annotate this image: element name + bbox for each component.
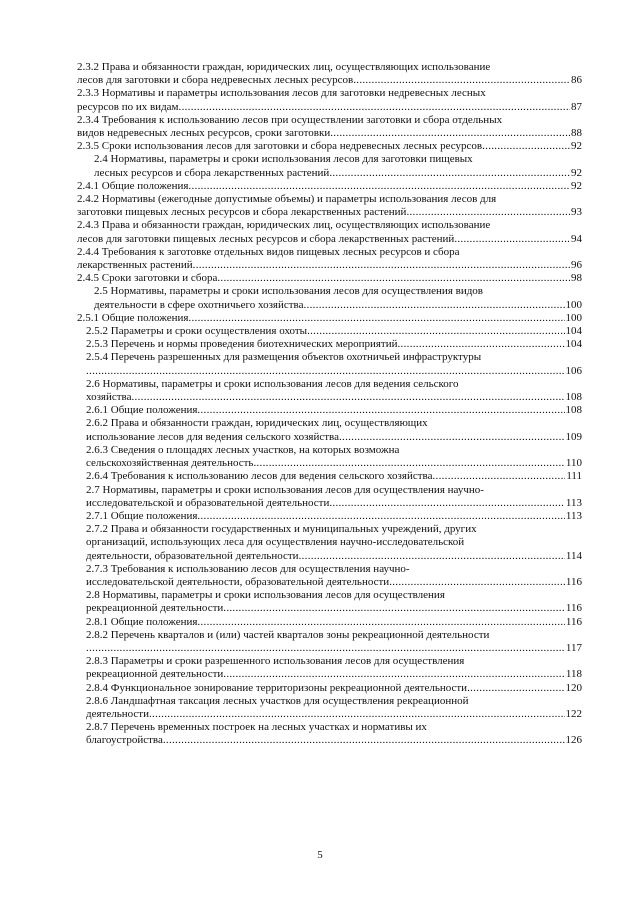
toc-page-number: 118 (565, 668, 582, 681)
toc-entry (77, 180, 582, 193)
toc-entry-text: 2.8.6 Ландшафтная таксация лесных участков для осуществления рекреационной (86, 694, 469, 707)
toc-page-number: 109 (565, 430, 582, 443)
toc-entry-text: деятельности в сфере охотничьего хозяйства (94, 298, 304, 311)
toc-entry-text: 2.6.4 Требования к использованию лесов для ведения сельского хозяйства (86, 470, 433, 483)
dot-leader (86, 365, 565, 378)
toc-entry (77, 378, 582, 404)
toc-entry-text: ресурсов по их видам (77, 100, 179, 113)
toc-page-number: 93 (571, 206, 582, 219)
toc-entry (77, 114, 582, 140)
toc-entry (77, 523, 582, 563)
toc-entry-text: 2.4.4 Требования к заготовке отдельных видов пищевых лесных ресурсов и сбора (77, 245, 460, 258)
toc-entry (77, 219, 582, 245)
toc-entry (77, 193, 582, 219)
toc-entry-text: 2.4 Нормативы, параметры и сроки использования лесов для заготовки пищевых (94, 153, 473, 166)
toc-page-number: 108 (565, 391, 582, 404)
toc-entry (77, 682, 582, 695)
toc-page-number: 96 (571, 259, 582, 272)
toc-page-number: 87 (571, 100, 582, 113)
toc-entry (77, 444, 582, 470)
dot-leader (329, 497, 565, 510)
dot-leader (149, 708, 565, 721)
toc-entry-text: заготовки пищевых лесных ресурсов и сбора лекарственных растений (77, 206, 407, 219)
dot-leader (454, 233, 570, 246)
toc-entry-text: 2.4.3 Права и обязанности граждан, юридических лиц, осуществляющих использование (77, 219, 491, 232)
dot-leader (132, 391, 565, 404)
toc-entry-text: 2.7.1 Общие положения (86, 509, 198, 522)
dot-leader (307, 325, 564, 338)
toc-entry-text: 2.6.3 Сведения о площадях лесных участков, на которых возможна (86, 443, 400, 456)
toc-entry-text: 2.8 Нормативы, параметры и сроки использования лесов для осуществления (86, 589, 445, 602)
dot-leader (163, 734, 565, 747)
toc-entry-text: 2.4.1 Общие положения (77, 179, 189, 192)
toc-entry-text: рекреационной деятельности (86, 602, 224, 615)
toc-entry-text: лесных ресурсов и сбора лекарственных растений (94, 166, 330, 179)
dot-leader (253, 457, 564, 470)
toc-entry (77, 404, 582, 417)
toc-page-number: 94 (571, 232, 582, 245)
dot-leader (406, 206, 570, 219)
dot-leader (188, 312, 564, 325)
toc-page-number: 126 (565, 734, 582, 747)
toc-entry (77, 417, 582, 443)
toc-entry (77, 153, 582, 179)
dot-leader (197, 510, 564, 523)
dot-leader (299, 550, 565, 563)
toc-page-number: 98 (571, 272, 582, 285)
toc-page-number: 88 (571, 127, 582, 140)
toc-entry-text: организаций, использующих леса для осуществления научно-исследовательской (86, 536, 465, 549)
toc-page-number: 104 (565, 338, 582, 351)
dot-leader (482, 140, 570, 153)
toc-entry-text: лесов для заготовки и сбора недревесных лесных ресурсов (77, 74, 354, 87)
toc-entry (77, 351, 582, 377)
toc-page-number: 92 (571, 179, 582, 192)
dot-leader (188, 180, 570, 193)
dot-leader (197, 404, 564, 417)
toc-entry-text: 2.3.4 Требования к использованию лесов при осуществлении заготовки и сбора отдельных (77, 113, 503, 126)
toc-entry-text: 2.8.7 Перечень временных построек на лесных участках и нормативы их (86, 721, 427, 734)
toc-entry-text: деятельности (86, 707, 149, 720)
dot-leader (432, 470, 565, 483)
toc-page-number: 100 (565, 311, 582, 324)
toc-entry (77, 338, 582, 351)
toc-page-number: 113 (565, 496, 582, 509)
toc-page-number: 120 (565, 681, 582, 694)
dot-leader (217, 272, 570, 285)
toc-entry (77, 629, 582, 655)
toc-entry-text: 2.8.2 Перечень кварталов и (или) частей кварталов зоны рекреационной деятельности (86, 628, 490, 641)
toc-page-number: 117 (565, 641, 582, 654)
toc-entry-text: 2.8.4 Функциональное зонирование территоризоны рекреационной деятельности (86, 681, 468, 694)
toc-page-number: 92 (571, 140, 582, 153)
toc-entry-text: 2.7.3 Требования к использованию лесов для осуществления научно- (86, 562, 410, 575)
toc-entry-text: лесов для заготовки пищевых лесных ресурсов и сбора лекарственных растений (77, 232, 455, 245)
dot-leader (303, 299, 564, 312)
dot-leader (339, 431, 565, 444)
dot-leader (330, 127, 570, 140)
toc-entry (77, 616, 582, 629)
toc-entry-text: хозяйства (86, 391, 132, 404)
toc-entry-text: 2.8.1 Общие положения (86, 615, 198, 628)
toc-entry-text: благоустройства (86, 734, 163, 747)
page-number: 5 (317, 849, 323, 861)
toc-entry-text: видов недревесных лесных ресурсов, сроки заготовки (77, 127, 331, 140)
toc-page-number: 122 (565, 707, 582, 720)
toc-page-number: 114 (565, 549, 582, 562)
toc-entry-text: 2.3.3 Нормативы и параметры использования лесов для заготовки недревесных лесных (77, 87, 486, 100)
dot-leader (329, 167, 570, 180)
toc-page-number: 106 (565, 364, 582, 377)
toc-entry (77, 325, 582, 338)
toc-entry (77, 272, 582, 285)
dot-leader (398, 338, 565, 351)
toc-entry (77, 721, 582, 747)
toc-entry-text: 2.5.2 Параметры и сроки осуществления охоты (86, 325, 308, 338)
toc-entry-text: 2.6.1 Общие положения (86, 404, 198, 417)
toc-entry (77, 484, 582, 510)
toc-page-number: 86 (571, 74, 582, 87)
toc-page-number: 116 (565, 615, 582, 628)
toc-entry (77, 140, 582, 153)
toc-entry (77, 87, 582, 113)
toc-page-number: 113 (565, 509, 582, 522)
dot-leader (389, 576, 565, 589)
toc-entry-text: 2.4.5 Сроки заготовки и сбора (77, 272, 218, 285)
toc-entry-text: исследовательской и образовательной деятельности (86, 496, 330, 509)
toc-entry-text: 2.8.3 Параметры и сроки разрешенного использования лесов для осуществления (86, 655, 465, 668)
toc-entry (77, 563, 582, 589)
toc-entry-text: 2.3.5 Сроки использования лесов для заготовки и сбора недревесных лесных ресурсов (77, 140, 483, 153)
toc-entry-text: 2.7.2 Права и обязанности государственных и муниципальных учреждений, других (86, 523, 477, 536)
toc-entry-text: лекарственных растений (77, 259, 193, 272)
toc-entry (77, 589, 582, 615)
toc-entry-text: 2.5.4 Перечень разрешенных для размещения объектов охотничьей инфраструктуры (86, 351, 482, 364)
toc-entry (77, 655, 582, 681)
toc-entry-text: 2.6.2 Права и обязанности граждан, юридических лиц, осуществляющих (86, 417, 428, 430)
toc-entry-text: 2.5.1 Общие положения (77, 311, 189, 324)
toc-entry-text: 2.7 Нормативы, параметры и сроки использования лесов для осуществления научно- (86, 483, 484, 496)
dot-leader (223, 602, 565, 615)
dot-leader (197, 616, 564, 629)
toc-entry-text: использование лесов для ведения сельского хозяйства (86, 430, 339, 443)
toc-entry (77, 695, 582, 721)
dot-leader (86, 642, 565, 655)
toc-page-number: 110 (565, 457, 582, 470)
dot-leader (353, 74, 570, 87)
toc-page-number: 108 (565, 404, 582, 417)
toc-page-number: 92 (571, 166, 582, 179)
toc-entry-text: деятельности, образовательной деятельности (86, 549, 299, 562)
toc-entry-text: 2.5 Нормативы, параметры и сроки использования лесов для осуществления видов (94, 285, 483, 298)
toc-entry-text: рекреационной деятельности (86, 668, 224, 681)
toc-page-number: 104 (565, 325, 582, 338)
toc-entry-text: исследовательской деятельности, образовательной деятельности (86, 575, 390, 588)
dot-leader (193, 259, 570, 272)
toc-entry-text: 2.4.2 Нормативы (ежегодные допустимые объемы) и параметры использования лесов для (77, 193, 497, 206)
dot-leader (223, 668, 565, 681)
toc-page-number: 116 (565, 602, 582, 615)
toc-entry (77, 61, 582, 87)
toc-entry-text: 2.3.2 Права и обязанности граждан, юридических лиц, осуществляющих использование (77, 61, 491, 73)
dot-leader (467, 682, 564, 695)
toc-entry (77, 285, 582, 311)
toc-entry (77, 246, 582, 272)
toc-entry-text: 2.5.3 Перечень и нормы проведения биотехнических мероприятий (86, 338, 398, 351)
table-of-contents (77, 61, 582, 748)
toc-entry (77, 312, 582, 325)
dot-leader (179, 101, 570, 114)
toc-entry (77, 470, 582, 483)
toc-entry-text: сельскохозяйственная деятельность (86, 457, 254, 470)
toc-page-number: 111 (566, 470, 582, 483)
toc-entry (77, 510, 582, 523)
toc-entry-text: 2.6 Нормативы, параметры и сроки использования лесов для ведения сельского (86, 377, 459, 390)
toc-page-number: 100 (565, 298, 582, 311)
toc-page-number: 116 (565, 575, 582, 588)
